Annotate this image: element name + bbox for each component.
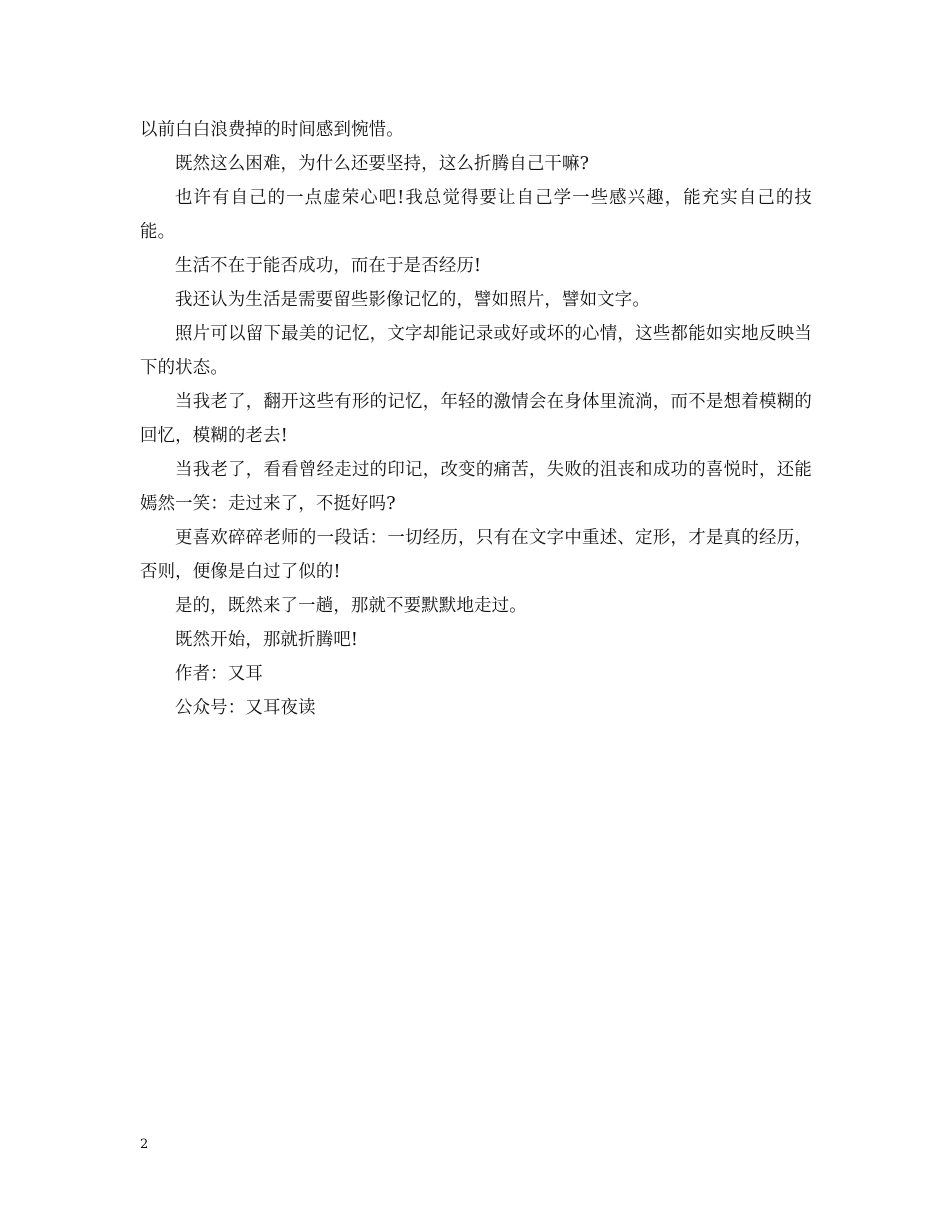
page-number: 2 bbox=[140, 1137, 149, 1152]
paragraph-5: 我还认为生活是需要留些影像记忆的，譬如照片，譬如文字。 bbox=[175, 290, 650, 310]
body-text bbox=[140, 113, 812, 725]
paragraph-4: 生活不在于能否成功，而在于是否经历! bbox=[175, 256, 482, 276]
paragraph-7: 当我老了，翻开这些有形的记忆，年轻的激情会在身体里流淌，而不是想着模糊的回忆，模糊的老去! bbox=[140, 392, 812, 446]
paragraph-6: 照片可以留下最美的记忆，文字却能记录或好或坏的心情，这些都能如实地反映当下的状态。 bbox=[140, 324, 812, 378]
paragraph-2: 既然这么困难，为什么还要坚持，这么折腾自己干嘛? bbox=[175, 154, 590, 174]
public-account-line: 公众号：又耳夜读 bbox=[175, 698, 316, 718]
paragraph-3: 也许有自己的一点虚荣心吧!我总觉得要让自己学一些感兴趣，能充实自己的技能。 bbox=[140, 188, 812, 242]
paragraph-10: 是的，既然来了一趟，那就不要默默地走过。 bbox=[175, 596, 527, 616]
paragraph-9: 更喜欢碎碎老师的一段话：一切经历，只有在文字中重述、定形，才是真的经历，否则，便像是白过了似的! bbox=[140, 528, 812, 582]
paragraph-11: 既然开始，那就折腾吧! bbox=[175, 630, 359, 650]
paragraph-8: 当我老了，看看曾经走过的印记，改变的痛苦，失败的沮丧和成功的喜悦时，还能嫣然一笑：走过来了，不挺好吗? bbox=[140, 460, 812, 514]
paragraph-1: 以前白白浪费掉的时间感到惋惜。 bbox=[140, 120, 404, 140]
author-line: 作者：又耳 bbox=[175, 664, 263, 684]
